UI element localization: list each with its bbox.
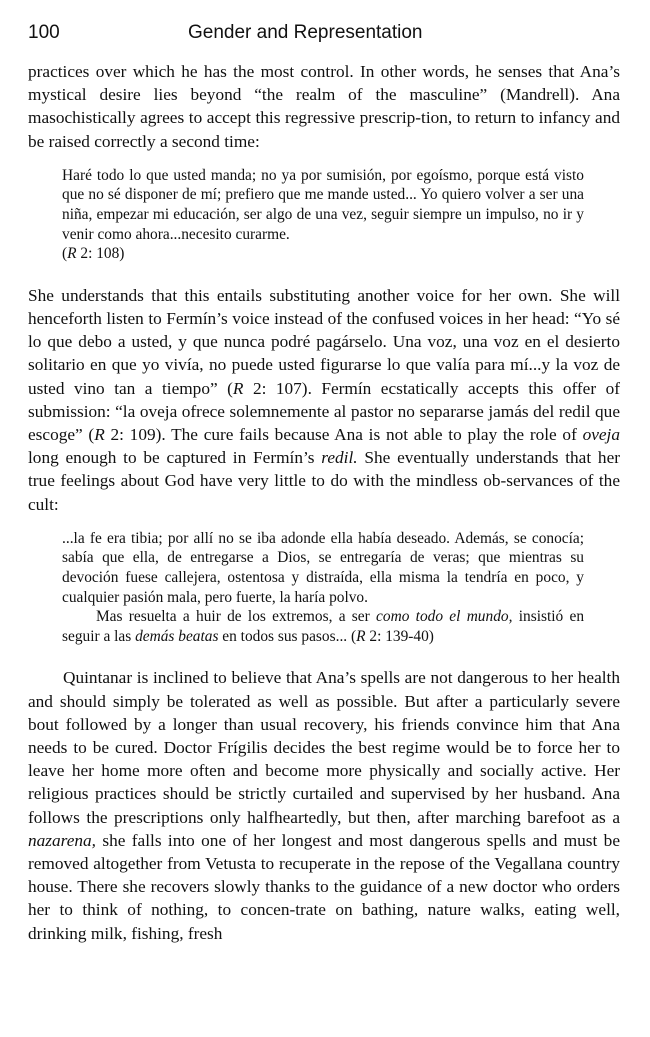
page-header xyxy=(28,22,622,50)
block-quote-1 xyxy=(62,166,584,264)
term-oveja: oveja xyxy=(582,425,621,444)
citation-abbrev: R xyxy=(356,627,366,645)
block-quote-2-line-1: ...la fe era tibia; por allí no se iba adonde ella había deseado. Además, se conocía; sabía que ella, de entregarse a Dios, se entregaría de veras; que mientras su devoción fuese callejera, ostentosa y distraída, ella misma la tendría en poco, y cualquier pasión mala, pero fuerte, la haría polvo. xyxy=(62,529,584,606)
quote-emphasis: como todo el mundo, xyxy=(376,608,513,626)
term-redil: redil. xyxy=(321,448,358,468)
paragraph-2: She understands that this entails substituting another voice for her own. She will henceforth listen to Fermín’s voice instead of the confused voices in her head: “Yo sé lo que debo a usted, y que nunca podré pagárselo. Una voz, una voz en el desierto solitario en que yo vivía, no puede usted figurarse lo que valía para mí...y la voz de usted vino tan a tiempo” (R 2: 107). Fermín ecstatically accepts this offer of submission: “la oveja ofrece solemnemente al pastor no separarse jamás del redil que escoge” (R 2: 109). The cure fails because Ana is not able to play the role of oveja long enough to be captured in Fermín’s redil. She eventually understands that her true feelings about God have very little to do with the mindless ob-servances of the cult: xyxy=(28,285,621,514)
block-quote-2-line-2: Mas resuelta a huir de los extremos, a ser como todo el mundo, insistió en seguir a las demás beatas en todos sus pasos... (R 2: 139-40) xyxy=(62,608,585,645)
page-number: 100 xyxy=(28,22,60,43)
running-head: Gender and Representation xyxy=(188,22,423,43)
citation-abbrev: R xyxy=(232,378,244,398)
citation-abbrev: R xyxy=(94,425,105,444)
page-body xyxy=(28,60,620,945)
term-nazarena: nazarena, xyxy=(28,830,97,850)
citation-abbrev: R xyxy=(67,245,77,263)
paragraph-3: Quintanar is inclined to believe that Ana’s spells are not dangerous to her health and should simply be tolerated as well as possible. But after a particularly severe bout followed by a longer than usual recovery, his friends convince him that Ana needs to be cured. Doctor Frígilis decides the best regime would be to force her to leave her home more often and become more physically and socially active. Her religious practices should be strictly curtailed and supervised by her husband. Ana follows the prescriptions only halfheartedly, but then, after marching barefoot as a nazarena, she falls into one of her longest and most dangerous spells and must be removed altogether from Vetusta to recuperate in the repose of the Vegallana country house. There she recovers slowly thanks to the guidance of a new doctor who orders her to think of nothing, to concen-trate on bathing, nature walks, eating well, drinking milk, fishing, fresh xyxy=(28,668,620,943)
quote-emphasis: demás beatas xyxy=(135,627,219,645)
paragraph-1: practices over which he has the most control. In other words, he senses that Ana’s mystical desire lies beyond “the realm of the masculine” (Mandrell). Ana masochistically agrees to accept this regressive prescrip-tion, to return to infancy and be raised correctly a second time: xyxy=(28,62,620,151)
block-quote-1-text: Haré todo lo que usted manda; no ya por sumisión, por egoísmo, porque está visto que no sé disponer de mí; prefiero que me mande usted... Yo quiero volver a ser una niña, empezar mi educación, ser algo de una vez, seguir siempre un impulso, no ir y venir como ahora...necesito curarme. (R 2: 108) xyxy=(62,166,584,263)
block-quote-2 xyxy=(62,529,584,647)
